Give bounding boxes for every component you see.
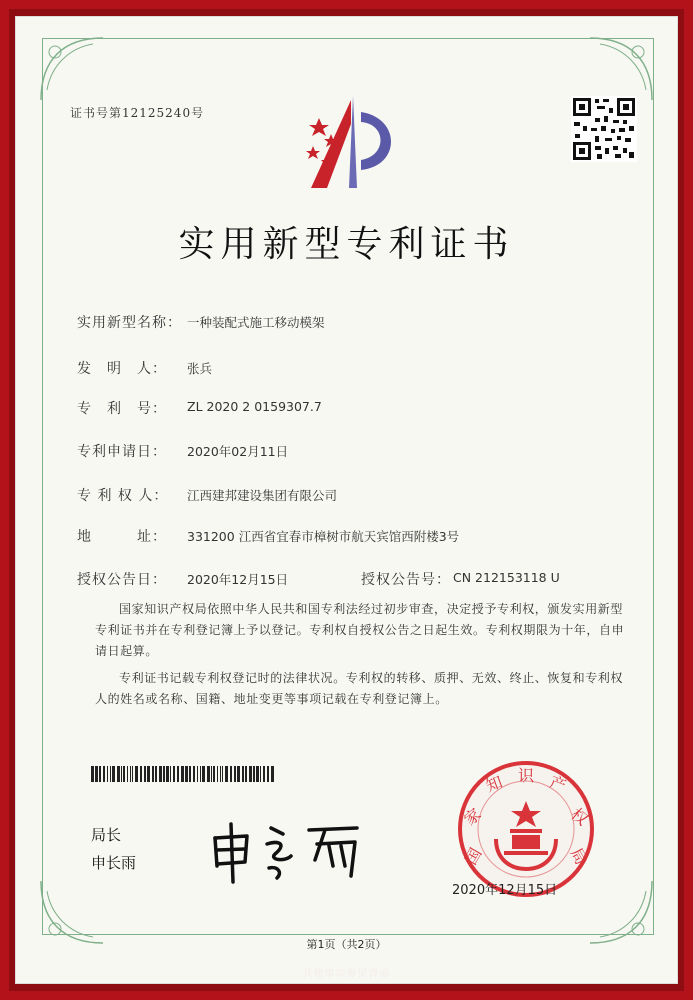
certificate-number: 证书号第12125240号 — [70, 106, 205, 120]
patent-number-value: ZL 2020 2 0159307.7 — [187, 399, 322, 414]
official-seal — [456, 759, 596, 899]
back-page-note: 其他事项参见背面 — [302, 969, 391, 980]
barcode — [91, 766, 277, 782]
certificate-title: 实用新型专利证书 — [178, 224, 515, 265]
svg-text:国: 国 — [461, 844, 486, 868]
grant-number-label: 授权公告号： — [361, 572, 451, 588]
grant-date-value: 2020年12月15日 — [187, 572, 289, 587]
svg-text:局: 局 — [566, 844, 591, 868]
svg-text:产: 产 — [547, 772, 569, 796]
svg-text:家: 家 — [460, 804, 485, 830]
patentee-value: 江西建邦建设集团有限公司 — [187, 488, 338, 503]
grant-date-label: 授权公告日： — [77, 572, 167, 588]
director-name: 申长雨 — [91, 854, 137, 872]
inventor-label: 发 明 人： — [77, 361, 167, 377]
address-label: 地 址： — [77, 529, 167, 545]
patent-number-label: 专 利 号： — [77, 401, 167, 417]
filing-date-label: 专利申请日： — [77, 444, 167, 460]
svg-text:知: 知 — [483, 772, 505, 796]
handwritten-signature — [205, 816, 375, 886]
patent-office-logo — [301, 94, 411, 190]
qr-code — [571, 96, 637, 162]
name-value: 一种装配式施工移动模架 — [187, 315, 325, 330]
patentee-label: 专 利 权 人： — [77, 488, 169, 504]
corner-ornament-top-left — [33, 30, 113, 110]
page-number: 第1页（共2页） — [306, 938, 387, 951]
director-title: 局长 — [91, 826, 122, 844]
legal-status-paragraph: 专利证书记载专利权登记时的法律状况。专利权的转移、质押、无效、终止、恢复和专利权人的姓名或名称、国籍、地址变更等事项记载在专利登记簿上。 — [95, 671, 624, 706]
svg-text:识: 识 — [517, 766, 535, 785]
filing-date-value: 2020年02月11日 — [187, 444, 289, 459]
address-value: 331200 江西省宜春市樟树市航天宾馆西附楼3号 — [187, 529, 460, 544]
svg-text:权: 权 — [567, 804, 592, 830]
name-label: 实用新型名称： — [77, 315, 182, 331]
inventor-value: 张兵 — [187, 361, 213, 376]
grant-statement-paragraph: 国家知识产权局依照中华人民共和国专利法经过初步审查，决定授予专利权，颁发实用新型专利证书并在专利登记簿上予以登记。专利权自授权公告之日起生效。专利权期限为十年，自申请日起算。 — [95, 602, 625, 658]
issue-date: 2020年12月15日 — [452, 883, 558, 898]
certificate-paper — [15, 16, 678, 984]
grant-number-value: CN 212153118 U — [453, 570, 560, 585]
